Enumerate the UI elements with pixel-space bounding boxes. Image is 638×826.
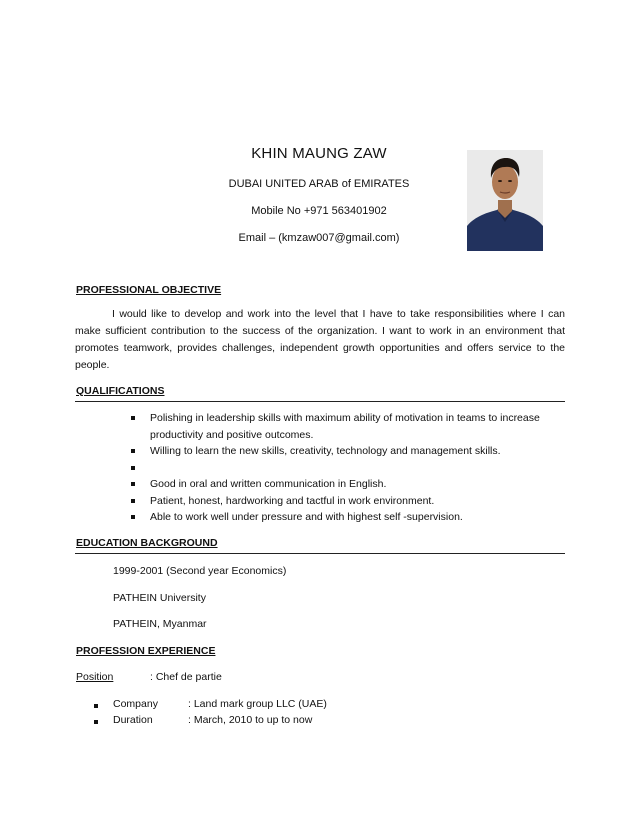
bullet-icon [94,720,98,724]
candidate-name: KHIN MAUNG ZAW [251,145,387,162]
objective-text: I would like to develop and work into the level that I have to take responsibilities where I can make sufficient contribution to the success of the organization. I want to work in an environment that promotes teamwork, provides challenges, independent growth opportunities and offers service to the people. [75,308,565,371]
position-label: Position [76,671,114,683]
qualification-text: Patient, honest, hardworking and tactful in work environment. [150,494,435,507]
qualification-text: Willing to learn the new skills, creativity, technology and management skills. [150,445,501,457]
bullet-icon [131,499,135,503]
qualification-text: Good in oral and written communication in English. [150,478,387,490]
bullet-icon [131,449,135,453]
bullet-icon [131,466,135,470]
company-label: Company [113,698,158,710]
education-location: PATHEIN, Myanmar [113,618,207,630]
qualifications-heading: QUALIFICATIONS [76,385,165,397]
candidate-mobile: Mobile No +971 563401902 [251,205,387,217]
company-value: : Land mark group LLC (UAE) [188,698,327,710]
education-university: PATHEIN University [113,592,206,604]
candidate-email: Email – (kmzaw007@gmail.com) [238,232,400,244]
qualifications-divider [75,401,565,402]
list-item [130,410,560,443]
bullet-icon [131,515,135,519]
list-item [130,443,560,460]
education-years: 1999-2001 (Second year Economics) [113,565,287,577]
duration-label: Duration [113,714,153,726]
profile-photo [467,150,543,251]
qualification-text: Polishing in leadership skills with maximum ability of motivation in teams to increase productivity and positive outcomes. [150,412,540,441]
education-divider [75,553,565,554]
list-item [130,509,560,526]
candidate-location: DUBAI UNITED ARAB of EMIRATES [228,178,410,190]
bullet-icon [131,482,135,486]
qualification-text: Able to work well under pressure and with highest self -supervision. [150,511,463,523]
list-item [130,460,560,477]
position-value: : Chef de partie [150,671,222,683]
objective-heading: PROFESSIONAL OBJECTIVE [76,284,222,296]
education-heading: EDUCATION BACKGROUND [76,537,218,549]
qualifications-list [130,410,560,526]
experience-heading: PROFESSION EXPERIENCE [76,645,216,657]
bullet-icon [131,416,135,420]
duration-value: : March, 2010 to up to now [188,714,313,726]
list-item [130,476,560,493]
bullet-icon [94,704,98,708]
list-item [130,493,560,510]
